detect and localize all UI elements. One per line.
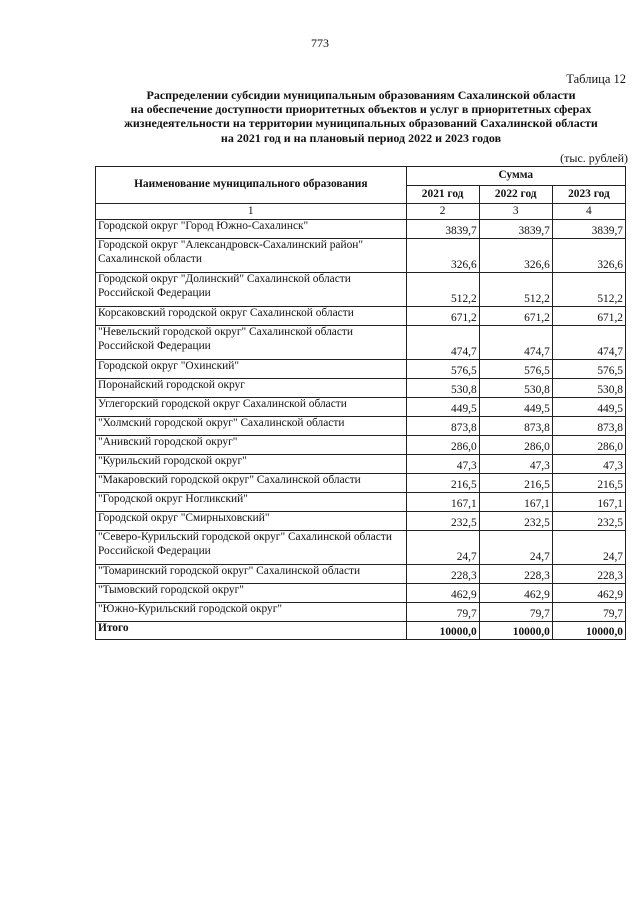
value-2021: 873,8 (406, 417, 479, 436)
value-2022: 462,9 (479, 584, 552, 603)
table-row (96, 239, 626, 273)
municipality-name: "Городской округ Ногликский" (96, 493, 407, 512)
units-label: (тыс. рублей) (560, 151, 628, 165)
value-2023: 286,0 (552, 436, 625, 455)
municipality-name: Городской округ "Смирныховский" (96, 512, 407, 531)
municipality-name: "Макаровский городской округ" Сахалинской области (96, 474, 407, 493)
title-line: жизнедеятельности на территории муниципальных образований Сахалинской области (124, 116, 598, 131)
header-year-2021: 2021 год (406, 185, 479, 204)
value-2021: 530,8 (406, 379, 479, 398)
municipality-name: Городской округ "Александровск-Сахалинский район" Сахалинской области (96, 239, 407, 273)
value-2022: 449,5 (479, 398, 552, 417)
value-2023: 232,5 (552, 512, 625, 531)
value-2021: 3839,7 (406, 220, 479, 239)
municipality-name: Углегорский городской округ Сахалинской области (96, 398, 407, 417)
value-2023: 47,3 (552, 455, 625, 474)
municipality-name: "Томаринский городской округ" Сахалинской области (96, 565, 407, 584)
value-2022: 228,3 (479, 565, 552, 584)
municipality-name: "Курильский городской округ" (96, 455, 407, 474)
table-row (96, 474, 626, 493)
value-2023: 462,9 (552, 584, 625, 603)
municipality-name: "Анивский городской округ" (96, 436, 407, 455)
municipality-name: Городской округ "Город Южно-Сахалинск" (96, 220, 407, 239)
value-2023: 3839,7 (552, 220, 625, 239)
table-row (96, 455, 626, 474)
value-2022: 671,2 (479, 307, 552, 326)
municipality-name: "Невельский городской округ" Сахалинской области Российской Федерации (96, 326, 407, 360)
value-2021: 24,7 (406, 531, 479, 565)
value-2022: 326,6 (479, 239, 552, 273)
table-row (96, 493, 626, 512)
table-row (96, 565, 626, 584)
title-line: Распределении субсидии муниципальным образованиям Сахалинской области (146, 88, 576, 102)
title-line: на обеспечение доступности приоритетных объектов и услуг в приоритетных сферах (130, 102, 592, 117)
total-2021: 10000,0 (406, 622, 479, 640)
total-2023: 10000,0 (552, 622, 625, 640)
value-2022: 79,7 (479, 603, 552, 622)
value-2023: 228,3 (552, 565, 625, 584)
total-label: Итого (96, 622, 407, 640)
document-title (96, 88, 626, 145)
value-2021: 671,2 (406, 307, 479, 326)
value-2023: 24,7 (552, 531, 625, 565)
value-2021: 79,7 (406, 603, 479, 622)
subsidy-table (95, 166, 626, 640)
table-row (96, 603, 626, 622)
municipality-name: Городской округ "Охинский" (96, 360, 407, 379)
value-2023: 449,5 (552, 398, 625, 417)
total-row (96, 622, 626, 640)
header-year-2023: 2023 год (552, 185, 625, 204)
total-2022: 10000,0 (479, 622, 552, 640)
value-2021: 474,7 (406, 326, 479, 360)
value-2021: 232,5 (406, 512, 479, 531)
column-index: 1 (96, 204, 407, 220)
table-row (96, 417, 626, 436)
table-row (96, 379, 626, 398)
value-2022: 873,8 (479, 417, 552, 436)
value-2023: 474,7 (552, 326, 625, 360)
value-2022: 576,5 (479, 360, 552, 379)
value-2023: 576,5 (552, 360, 625, 379)
value-2022: 24,7 (479, 531, 552, 565)
column-index: 4 (552, 204, 625, 220)
value-2022: 167,1 (479, 493, 552, 512)
table-row (96, 436, 626, 455)
value-2023: 167,1 (552, 493, 625, 512)
table-row (96, 512, 626, 531)
value-2021: 326,6 (406, 239, 479, 273)
value-2021: 47,3 (406, 455, 479, 474)
table-row (96, 360, 626, 379)
page-number: 773 (311, 36, 329, 50)
value-2021: 576,5 (406, 360, 479, 379)
value-2021: 462,9 (406, 584, 479, 603)
value-2022: 3839,7 (479, 220, 552, 239)
table-row (96, 398, 626, 417)
table-row (96, 307, 626, 326)
value-2022: 530,8 (479, 379, 552, 398)
value-2021: 216,5 (406, 474, 479, 493)
header-name-column: Наименование муниципального образования (96, 167, 407, 204)
table-row (96, 220, 626, 239)
value-2023: 671,2 (552, 307, 625, 326)
value-2022: 216,5 (479, 474, 552, 493)
title-line: на 2021 год и на плановый период 2022 и 2023 годов (220, 130, 502, 145)
value-2021: 286,0 (406, 436, 479, 455)
header-year-2022: 2022 год (479, 185, 552, 204)
table-row (96, 273, 626, 307)
table-row (96, 531, 626, 565)
value-2021: 449,5 (406, 398, 479, 417)
value-2023: 873,8 (552, 417, 625, 436)
municipality-name: Поронайский городской округ (96, 379, 407, 398)
municipality-name: "Тымовский городской округ" (96, 584, 407, 603)
municipality-name: Городской округ "Долинский" Сахалинской области Российской Федерации (96, 273, 407, 307)
municipality-name: "Холмский городской округ" Сахалинской области (96, 417, 407, 436)
value-2022: 286,0 (479, 436, 552, 455)
column-index-row (96, 204, 626, 220)
column-index: 2 (406, 204, 479, 220)
value-2023: 326,6 (552, 239, 625, 273)
column-index: 3 (479, 204, 552, 220)
value-2022: 474,7 (479, 326, 552, 360)
value-2023: 530,8 (552, 379, 625, 398)
municipality-name: "Северо-Курильский городской округ" Сахалинской области Российской Федерации (96, 531, 407, 565)
table-label: Таблица 12 (566, 72, 626, 86)
value-2023: 79,7 (552, 603, 625, 622)
municipality-name: Корсаковский городской округ Сахалинской области (96, 307, 407, 326)
value-2022: 47,3 (479, 455, 552, 474)
table-row (96, 326, 626, 360)
header-sum-group: Сумма (406, 167, 625, 186)
value-2022: 232,5 (479, 512, 552, 531)
value-2022: 512,2 (479, 273, 552, 307)
municipality-name: "Южно-Курильский городской округ" (96, 603, 407, 622)
value-2023: 216,5 (552, 474, 625, 493)
value-2021: 228,3 (406, 565, 479, 584)
value-2021: 512,2 (406, 273, 479, 307)
value-2021: 167,1 (406, 493, 479, 512)
value-2023: 512,2 (552, 273, 625, 307)
table-row (96, 584, 626, 603)
